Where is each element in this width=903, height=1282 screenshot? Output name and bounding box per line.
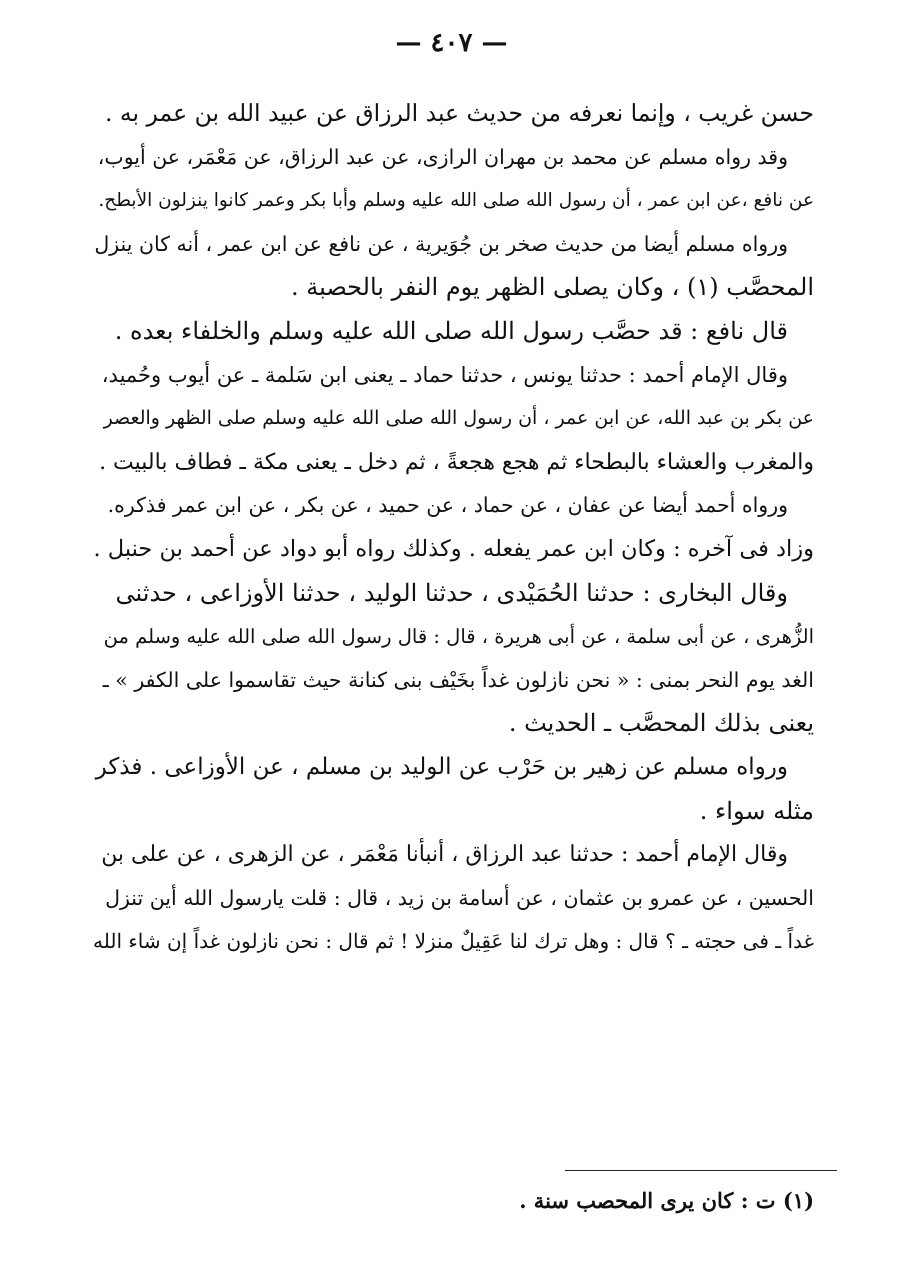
text-line: ورواه مسلم عن زهير بن حَرْب عن الوليد بن مسلم ، عن الأوزاعى . فذكر	[95, 753, 788, 780]
text-line: وقال البخارى : حدثنا الحُمَيْدى ، حدثنا الوليد ، حدثنا الأوزاعى ، حدثنى	[115, 578, 788, 607]
text-line: غداً ـ فى حجته ـ ؟ قال : وهل ترك لنا عَقِيلٌ منزلا ! ثم قال : نحن نازلون غداً إن شاء الله	[93, 929, 814, 954]
body-text	[92, 92, 814, 964]
text-line: ورواه مسلم أيضا من حديث صخر بن جُوَيرية ، عن نافع عن ابن عمر ، أنه كان ينزل	[94, 231, 788, 256]
text-line: وقد رواه مسلم عن محمد بن مهران الرازى، عن عبد الرزاق، عن مَعْمَر، عن أيوب،	[97, 144, 788, 169]
text-line: حسن غريب ، وإنما نعرفه من حديث عبد الرزاق عن عبيد الله بن عمر به .	[104, 99, 814, 127]
text-line: عن بكر بن عبد الله، عن ابن عمر ، أن رسول الله صلى الله عليه وسلم صلى الظهر والعصر	[103, 407, 814, 430]
footnote: (١) ت : كان يرى المحصب سنة .	[519, 1188, 814, 1213]
text-line: الغد يوم النحر بمنى : « نحن نازلون غداً بخَيْف بنى كنانة حيث تقاسموا على الكفر » ـ	[102, 667, 814, 692]
text-line: المحصَّب (١) ، وكان يصلى الظهر يوم النفر بالحصبة .	[290, 273, 814, 302]
page-number: — ٤٠٧ —	[395, 28, 508, 58]
text-line: ورواه أحمد أيضا عن عفان ، عن حماد ، عن حميد ، عن بكر ، عن ابن عمر فذكره.	[107, 493, 788, 518]
text-line: وقال الإمام أحمد : حدثنا يونس ، حدثنا حماد ـ يعنى ابن سَلمة ـ عن أيوب وحُميد،	[101, 362, 788, 387]
text-line: وزاد فى آخره : وكان ابن عمر يفعله . وكذلك رواه أبو دواد عن أحمد بن حنبل .	[93, 535, 814, 562]
text-line: يعنى بذلك المحصَّب ـ الحديث .	[508, 709, 814, 738]
text-line: عن نافع ،عن ابن عمر ، أن رسول الله صلى الله عليه وسلم وأبا بكر وعمر كانوا ينزلون الأبطح.	[98, 190, 814, 212]
text-line: مثله سواء .	[699, 796, 814, 825]
text-line: الزُّهرى ، عن أبى سلمة ، عن أبى هريرة ، قال : قال رسول الله صلى الله عليه وسلم من	[103, 625, 814, 649]
text-line: قال نافع : قد حصَّب رسول الله صلى الله عليه وسلم والخلفاء بعده .	[114, 316, 788, 345]
footnote-divider	[565, 1170, 837, 1171]
text-line: وقال الإمام أحمد : حدثنا عبد الرزاق ، أنبأنا مَعْمَر ، عن الزهرى ، عن على بن	[101, 842, 788, 868]
text-line: الحسين ، عن عمرو بن عثمان ، عن أسامة بن زيد ، قال : قلت يارسول الله أين تنزل	[105, 885, 814, 910]
text-line: والمغرب والعشاء بالبطحاء ثم هجع هجعةً ، ثم دخل ـ يعنى مكة ـ فطاف بالبيت .	[99, 449, 814, 475]
